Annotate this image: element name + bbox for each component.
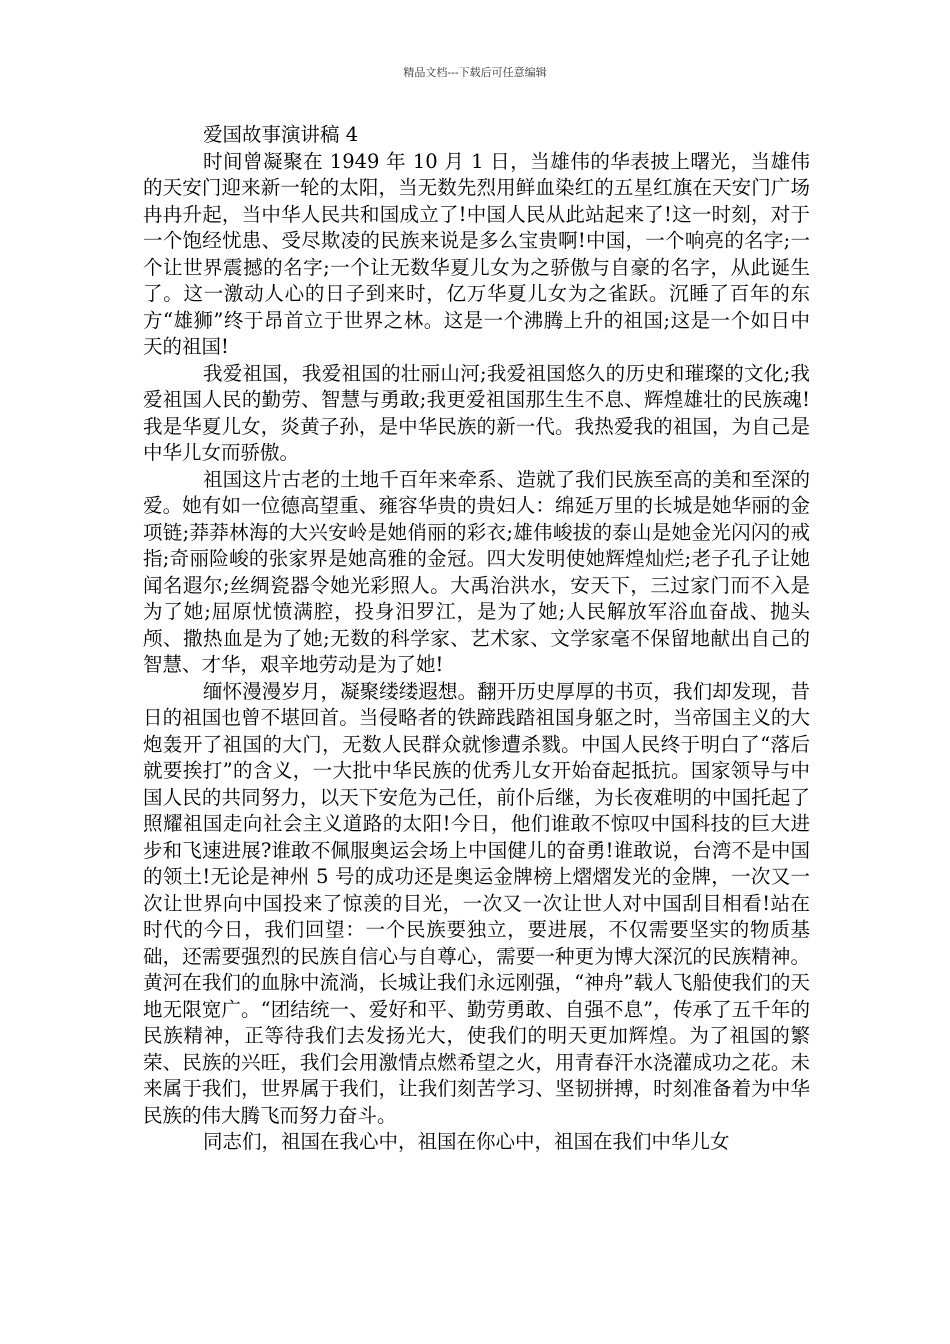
paragraph-history: 缅怀漫漫岁月，凝聚缕缕遐想。翻开历史厚厚的书页，我们却发现，昔日的祖国也曾不堪回首。当侵略者的铁蹄践踏祖国身躯之时，当帝国主义的大炮轰开了祖国的大门，无数人民群众就惨遭杀戮。中国人民终于明白了“落后就要挨打”的含义，一大批中华民族的优秀儿女开始奋起抵抗。国家领导与中国人民的共同努力，以天下安危为己任，前仆后继，为长夜难明的中国托起了照耀祖国走向社会主义道路的太阳!今日，他们谁敢不惊叹中国科技的巨大进步和飞速进展?谁敢不佩服奥运会场上中国健儿的奋勇!谁敢说，台湾不是中国的领土!无论是神州 5 号的成功还是奥运金牌榜上熠熠发光的金牌，一次又一次让世界向中国投来了惊羡的目光，一次又一次让世人对中国刮目相看!站在时代的今日，我们回望：一个民族要独立，要进展，不仅需要坚实的物质基础，还需要强烈的民族自信心与自尊心，需要一种更为博大深沉的民族精神。黄河在我们的血脉中流淌，长城让我们永远刚强，“神舟”载人飞船使我们的天地无限宽广。“团结统一、爱好和平、勤劳勇敢、自强不息”，传承了五千年的民族精神，正等待我们去发扬光大，使我们的明天更加辉煌。为了祖国的繁荣、民族的兴旺，我们会用激情点燃希望之火，用青春汗水浇灌成功之花。未来属于我们，世界属于我们，让我们刻苦学习、坚韧拼搏，时刻准备着为中华民族的伟大腾飞而努力奋斗。 bbox=[143, 679, 810, 1127]
document-title: 爱国故事演讲稿 4 bbox=[203, 123, 359, 146]
paragraph-land: 祖国这片古老的土地千百年来牵系、造就了我们民族至高的美和至深的爱。她有如一位德高望重、雍容华贵的贵妇人：绵延万里的长城是她华丽的金项链;莽莽林海的大兴安岭是她俏丽的彩衣;雄伟峻拔的泰山是她金光闪闪的戒指;奇丽险峻的张家界是她高雅的金冠。四大发明使她辉煌灿烂;老子孔子让她闻名遐尔;丝绸瓷器令她光彩照人。大禹治洪水，安天下，三过家门而不入是为了她;屈原忧愤满腔，投身汨罗江，是为了她;人民解放军浴血奋战、抛头颅、撒热血是为了她;无数的科学家、艺术家、文学家毫不保留地献出自己的智慧、才华，艰辛地劳动是为了她! bbox=[143, 467, 810, 676]
paragraph-closing: 同志们，祖国在我心中，祖国在你心中，祖国在我们中华儿女 bbox=[203, 1130, 730, 1153]
document-body bbox=[143, 122, 810, 1156]
page-header: 精品文档---下载后可任意编辑 bbox=[403, 66, 547, 79]
paragraph-founding: 时间曾凝聚在 1949 年 10 月 1 日，当雄伟的华表披上曙光，当雄伟的天安门迎来新一轮的太阳，当无数先烈用鲜血染红的五星红旗在天安门广场冉冉升起，当中华人民共和国成立了!中国人民从此站起来了!这一时刻，对于一个饱经忧患、受尽欺凌的民族来说是多么宝贵啊!中国，一个响亮的名字;一个让世界震撼的名字;一个让无数华夏儿女为之骄傲与自豪的名字，从此诞生了。这一激动人心的日子到来时，亿万华夏儿女为之雀跃。沉睡了百年的东方“雄狮”终于昂首立于世界之林。这是一个沸腾上升的祖国;这是一个如日中天的祖国! bbox=[143, 149, 810, 358]
paragraph-love: 我爱祖国，我爱祖国的壮丽山河;我爱祖国悠久的历史和璀璨的文化;我爱祖国人民的勤劳、智慧与勇敢;我更爱祖国那生生不息、辉煌雄壮的民族魂!我是华夏儿女，炎黄子孙，是中华民族的新一代。我热爱我的祖国，为自己是中华儿女而骄傲。 bbox=[143, 361, 810, 464]
